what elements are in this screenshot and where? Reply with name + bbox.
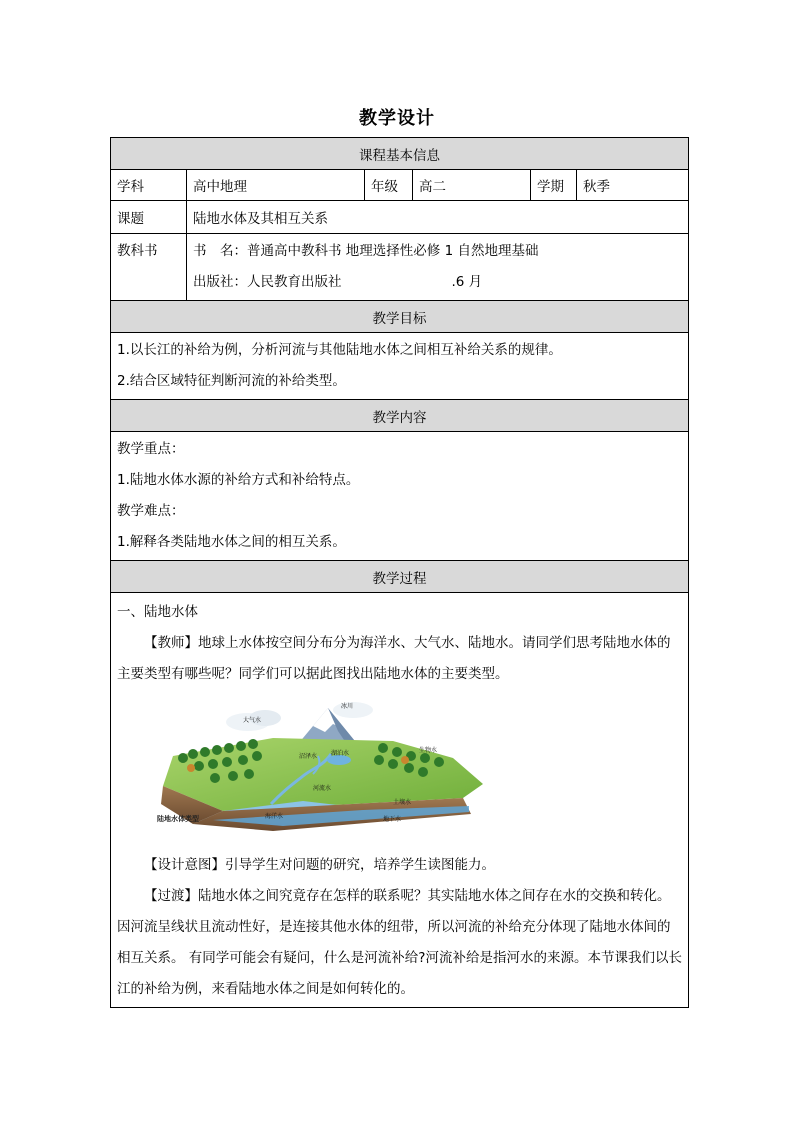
grade-value: 高二 — [413, 170, 531, 201]
section-header-basic: 课程基本信息 — [111, 138, 689, 170]
lesson-plan-table — [110, 137, 689, 1008]
label-ground-water: 地下水 — [383, 816, 402, 823]
process-cell — [111, 593, 689, 1008]
publish-date: .6 月 — [451, 274, 483, 290]
key-points-label: 教学重点： — [117, 441, 185, 457]
textbook-line-name: 书 名：普通高中教科书 地理选择性必修 1 自然地理基础 — [193, 243, 539, 259]
difficulty-label: 教学难点： — [117, 503, 185, 519]
figure-caption: 陆地水体类型 — [157, 815, 199, 823]
textbook-info — [187, 234, 689, 301]
label-glacier: 冰川 — [341, 703, 354, 710]
content-cell — [111, 432, 689, 561]
label-soil-water: 土壤水 — [393, 799, 412, 806]
page-title: 教学设计 — [359, 108, 435, 129]
goals-cell — [111, 333, 689, 400]
label-swamp-water: 沼泽水 — [299, 753, 318, 760]
label-biological-water: 生物水 — [419, 747, 438, 754]
section-header-process: 教学过程 — [111, 561, 689, 593]
key-point-item: 1.陆地水体水源的补给方式和补给特点。 — [117, 472, 360, 488]
label-river-water: 河流水 — [313, 785, 332, 792]
topic-value: 陆地水体及其相互关系 — [187, 201, 689, 234]
term-value: 秋季 — [577, 170, 689, 201]
section-header-goals: 教学目标 — [111, 301, 689, 333]
process-heading: 一、陆地水体 — [117, 604, 198, 620]
textbook-line-publisher — [193, 267, 682, 298]
teacher-paragraph: 【教师】地球上水体按空间分布分为海洋水、大气水、陆地水。请同学们思考陆地水体的主要类型有哪些呢？同学们可以据此图找出陆地水体的主要类型。 — [117, 635, 671, 682]
goal-item: 2.结合区域特征判断河流的补给类型。 — [117, 373, 346, 389]
design-intent-paragraph: 【设计意图】引导学生对问题的研究，培养学生读图能力。 — [144, 857, 495, 873]
goal-item: 1.以长江的补给为例，分析河流与其他陆地水体之间相互补给关系的规律。 — [117, 342, 562, 358]
label-lake-water: 湖泊水 — [331, 750, 350, 757]
publisher-text: 出版社：人民教育出版社 — [193, 274, 342, 290]
subject-label: 学科 — [111, 170, 187, 201]
grade-label: 年级 — [365, 170, 413, 201]
label-atmospheric-water: 大气水 — [243, 717, 262, 724]
section-header-content: 教学内容 — [111, 400, 689, 432]
land-water-figure — [153, 696, 485, 846]
term-label: 学期 — [531, 170, 577, 201]
land-water-diagram — [153, 696, 485, 846]
subject-value: 高中地理 — [187, 170, 365, 201]
textbook-label: 教科书 — [111, 234, 187, 301]
topic-label: 课题 — [111, 201, 187, 234]
difficulty-item: 1.解释各类陆地水体之间的相互关系。 — [117, 534, 346, 550]
transition-paragraph: 【过渡】陆地水体之间究竟存在怎样的联系呢？其实陆地水体之间存在水的交换和转化。因河流呈线状且流动性好，是连接其他水体的纽带，所以河流的补给充分体现了陆地水体间的相互关系。 有同学可能会有疑问，什么是河流补给?河流补给是指河水的来源。本节课我们以长江的补给为例，来看陆地水体之间是如何转化的。 — [117, 888, 682, 997]
label-sea-water: 海洋水 — [265, 813, 284, 820]
